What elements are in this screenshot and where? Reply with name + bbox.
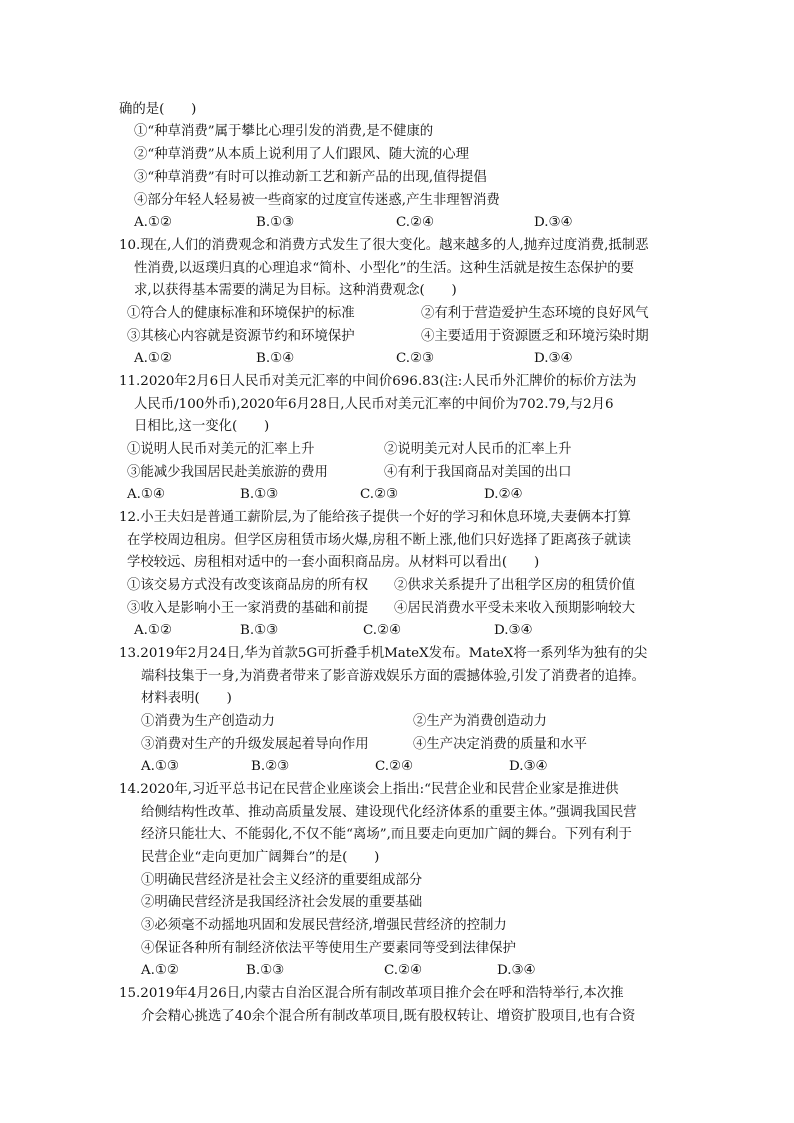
statement: ④居民消费水平受未来收入预期影响较大 [394,601,636,616]
statement: ①“种草消费”属于攀比心理引发的消费,是不健康的 [134,124,434,139]
option-c: C.②④ [363,623,402,638]
statement: ①说明人民币对美元的汇率上升 [127,442,315,457]
statement: ②供求关系提升了出租学区房的租赁价值 [394,578,636,593]
option-c: C.②④ [375,759,414,774]
option-c: C.②③ [360,487,399,502]
option-c: C.②③ [396,351,435,366]
option-a: A.①② [134,215,172,230]
question-15-stem: 15.2019年4月26日,内蒙古自治区混合所有制改革项目推介会在呼和浩特举行,本次推 [119,986,624,1001]
question-10-stem: 10.现在,人们的消费观念和消费方式发生了很大变化。越来越多的人,抛弃过度消费,抵制恶 [119,238,649,253]
option-b: B.①③ [246,963,285,978]
option-d: D.③④ [534,215,573,230]
statement: ④主要适用于资源匮乏和环境污染时期 [421,329,649,344]
option-c: C.②④ [396,215,435,230]
question-12-stem: 学校较远、房租相对适中的一套小面积商品房。从材料可以看出( ) [127,555,540,570]
question-13-stem: 端科技集于一身,为消费者带来了影音游戏娱乐方面的震撼体验,引发了消费者的追捧。 [141,669,645,684]
statement: ②有利于营造爱护生态环境的良好风气 [421,306,649,321]
question-15-stem: 介会精心挑选了40余个混合所有制改革项目,既有股权转让、增资扩股项目,也有合资 [141,1009,636,1024]
statement: ③消费对生产的升级发展起着导向作用 [141,737,369,752]
option-d: D.②④ [484,487,523,502]
statement: ③能减少我国居民赴美旅游的费用 [127,465,328,480]
question-11-stem: 11.2020年2月6日人民币对美元汇率的中间价696.83(注:人民币外汇牌价的标价方法为 [119,374,637,389]
statement: ③收入是影响小王一家消费的基础和前提 [127,601,369,616]
statement: ④生产决定消费的质量和水平 [413,737,588,752]
statement: ②说明美元对人民币的汇率上升 [384,442,572,457]
option-d: D.③④ [509,759,548,774]
question-11-stem: 日相比,这一变化( ) [134,419,270,434]
question-13-stem: 13.2019年2月24日,华为首款5G可折叠手机MateX发布。MateX将一系列华为独有的尖 [119,646,648,661]
statement: ③必须毫不动摇地巩固和发展民营经济,增强民营经济的控制力 [141,918,507,933]
statement: ④保证各种所有制经济依法平等使用生产要素同等受到法律保护 [141,941,516,956]
statement: ①该交易方式没有改变该商品房的所有权 [127,578,369,593]
option-d: D.③④ [497,963,536,978]
option-a: A.①② [141,963,179,978]
question-14-stem: 给侧结构性改革、推动高质量发展、建设现代化经济体系的重要主体。”强调我国民营 [141,805,637,820]
option-a: A.①② [134,351,172,366]
question-14-stem: 经济只能壮大、不能弱化,不仅不能“离场”,而且要走向更加广阔的舞台。下列有利于 [141,827,632,842]
statement: ②“种草消费”从本质上说利用了人们跟风、随大流的心理 [134,147,470,162]
question-11-stem: 人民币/100外币),2020年6月28日,人民币对美元汇率的中间价为702.79,与2月6 [134,397,614,412]
statement: ①消费为生产创造动力 [141,714,275,729]
option-b: B.①③ [256,215,295,230]
option-d: D.③④ [494,623,533,638]
question-12-stem: 12.小王夫妇是普通工薪阶层,为了能给孩子提供一个好的学习和休息环境,夫妻俩本打算 [119,510,631,525]
option-b: B.②③ [251,759,290,774]
option-b: B.①③ [240,623,279,638]
statement: ④部分年轻人轻易被一些商家的过度宣传迷惑,产生非理智消费 [134,193,500,208]
statement: ③其核心内容就是资源节约和环境保护 [127,329,355,344]
statement: ④有利于我国商品对美国的出口 [384,465,572,480]
question-12-stem: 在学校周边租房。但学区房租赁市场火爆,房租不断上涨,他们只好选择了距离孩子就读 [127,533,631,548]
option-d: D.③④ [534,351,573,366]
option-c: C.②④ [384,963,423,978]
statement: ①明确民营经济是社会主义经济的重要组成部分 [141,873,423,888]
statement: ②生产为消费创造动力 [413,714,547,729]
question-9-stem-end: 确的是( ) [119,102,197,117]
statement: ③“种草消费”有时可以推动新工艺和新产品的出现,值得提倡 [134,170,487,185]
question-10-stem: 性消费,以返璞归真的心理追求“简朴、小型化”的生活。这种生活就是按生态保护的要 [134,261,635,276]
option-a: A.①④ [127,487,165,502]
statement: ①符合人的健康标准和环境保护的标准 [127,306,355,321]
question-10-stem: 求,以获得基本需要的满足为目标。这种消费观念( ) [134,283,457,298]
option-b: B.①③ [240,487,279,502]
option-a: A.①③ [141,759,179,774]
statement: ②明确民营经济是我国经济社会发展的重要基础 [141,895,423,910]
option-b: B.①④ [256,351,295,366]
question-13-stem: 材料表明( ) [141,691,232,706]
option-a: A.①② [134,623,172,638]
question-14-stem: 民营企业“走向更加广阔舞台”的是( ) [141,850,380,865]
question-14-stem: 14.2020年,习近平总书记在民营企业座谈会上指出:“民营企业和民营企业家是推进供 [119,782,619,797]
